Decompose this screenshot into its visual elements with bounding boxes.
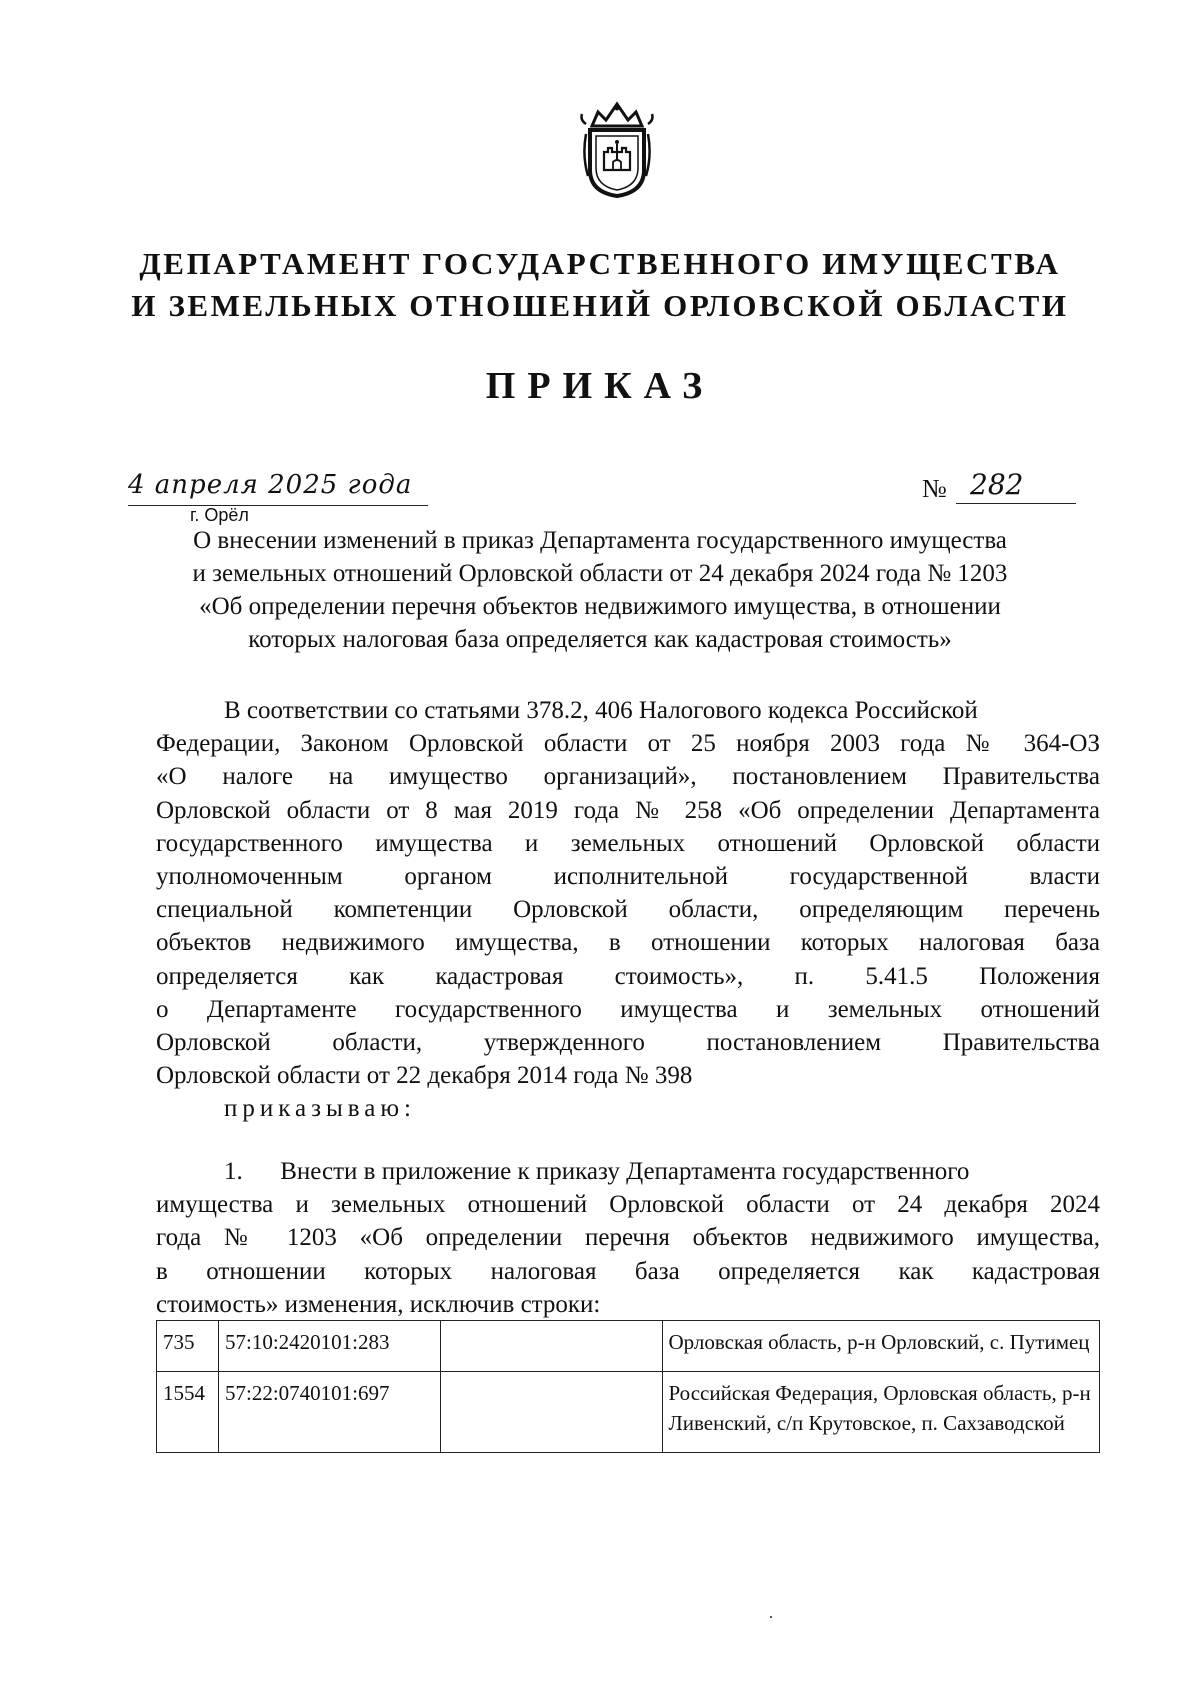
item-1-paragraph — [156, 1155, 1100, 1321]
table-row — [157, 1372, 1100, 1453]
scan-speck — [770, 1616, 772, 1618]
item-1-line: в отношении которых налоговая база определяется как кадастровая — [156, 1257, 1100, 1285]
preamble-line: Орловской области от 22 декабря 2014 года № 398 — [156, 1062, 693, 1090]
preamble-line: специальной компетенции Орловской области, определяющим перечень — [156, 896, 1100, 924]
preamble-line: «О налоге на имущество организаций», постановлением Правительства — [156, 763, 1100, 791]
row-number-cell: 735 — [157, 1321, 219, 1372]
preamble-line: В соответствии со статьями 378.2, 406 Налогового кодекса Российской — [224, 697, 978, 724]
subject-line: которых налоговая база определяется как кадастровая стоимость» — [248, 626, 952, 653]
number-underline — [956, 503, 1076, 504]
row-number-cell: 1554 — [157, 1372, 219, 1453]
order-word: приказываю: — [224, 1095, 416, 1123]
excluded-rows-table — [156, 1320, 1100, 1453]
item-1-line: года № 1203 «Об определении перечня объектов недвижимого имущества, — [156, 1224, 1100, 1252]
empty-cell — [440, 1372, 662, 1453]
cadastral-number-cell: 57:10:2420101:283 — [218, 1321, 440, 1372]
item-1-line: 1. Внести в приложение к приказу Департамента государственного — [224, 1158, 970, 1185]
number-sign: № — [922, 474, 947, 503]
table-row — [157, 1321, 1100, 1372]
item-1-line: имущества и земельных отношений Орловской области от 24 декабря 2024 — [156, 1191, 1100, 1219]
empty-cell — [440, 1321, 662, 1372]
cadastral-number-cell: 57:22:0740101:697 — [218, 1372, 440, 1453]
preamble-line: уполномоченным органом исполнительной государственной власти — [156, 862, 1100, 890]
preamble-line: Орловской области, утвержденного постановлением Правительства — [156, 1028, 1100, 1056]
order-title: ПРИКАЗ — [485, 365, 715, 407]
subject-line: «Об определении перечня объектов недвижимого имущества, в отношении — [199, 593, 1001, 620]
subject-line: и земельных отношений Орловской области от 24 декабря 2024 года № 1203 — [192, 560, 1008, 587]
preamble-paragraph — [156, 694, 1100, 1125]
order-subject — [0, 524, 1200, 656]
preamble-line: государственного имущества и земельных отношений Орловской области — [156, 829, 1100, 857]
order-date-handwritten: 4 апреля 2025 года — [128, 470, 413, 500]
item-1-line: стоимость» изменения, исключив строки: — [156, 1290, 601, 1318]
address-cell: Орловская область, р-н Орловский, с. Путимец — [662, 1321, 1099, 1372]
preamble-line: о Департаменте государственного имущества и земельных отношений — [156, 995, 1100, 1023]
preamble-line: объектов недвижимого имущества, в отношении которых налоговая база — [156, 929, 1100, 957]
city-label: г. Орёл — [190, 505, 249, 525]
subject-line: О внесении изменений в приказ Департамента государственного имущества — [193, 527, 1007, 554]
order-number-handwritten: 282 — [970, 468, 1024, 501]
date-underline — [128, 505, 428, 506]
preamble-line: Орловской области от 8 мая 2019 года № 258 «Об определении Департамента — [156, 796, 1100, 824]
preamble-line: Федерации, Законом Орловской области от 25 ноября 2003 года № 364-ОЗ — [156, 730, 1100, 758]
department-name-line1: ДЕПАРТАМЕНТ ГОСУДАРСТВЕННОГО ИМУЩЕСТВА — [139, 246, 1061, 281]
address-cell: Российская Федерация, Орловская область, р-н Ливенский, с/п Крутовское, п. Сахзаводской — [662, 1372, 1099, 1453]
preamble-line: определяется как кадастровая стоимость», п. 5.41.5 Положения — [156, 962, 1100, 990]
department-name-line2: И ЗЕМЕЛЬНЫХ ОТНОШЕНИЙ ОРЛОВСКОЙ ОБЛАСТИ — [131, 288, 1069, 323]
coat-of-arms-icon — [572, 100, 662, 200]
